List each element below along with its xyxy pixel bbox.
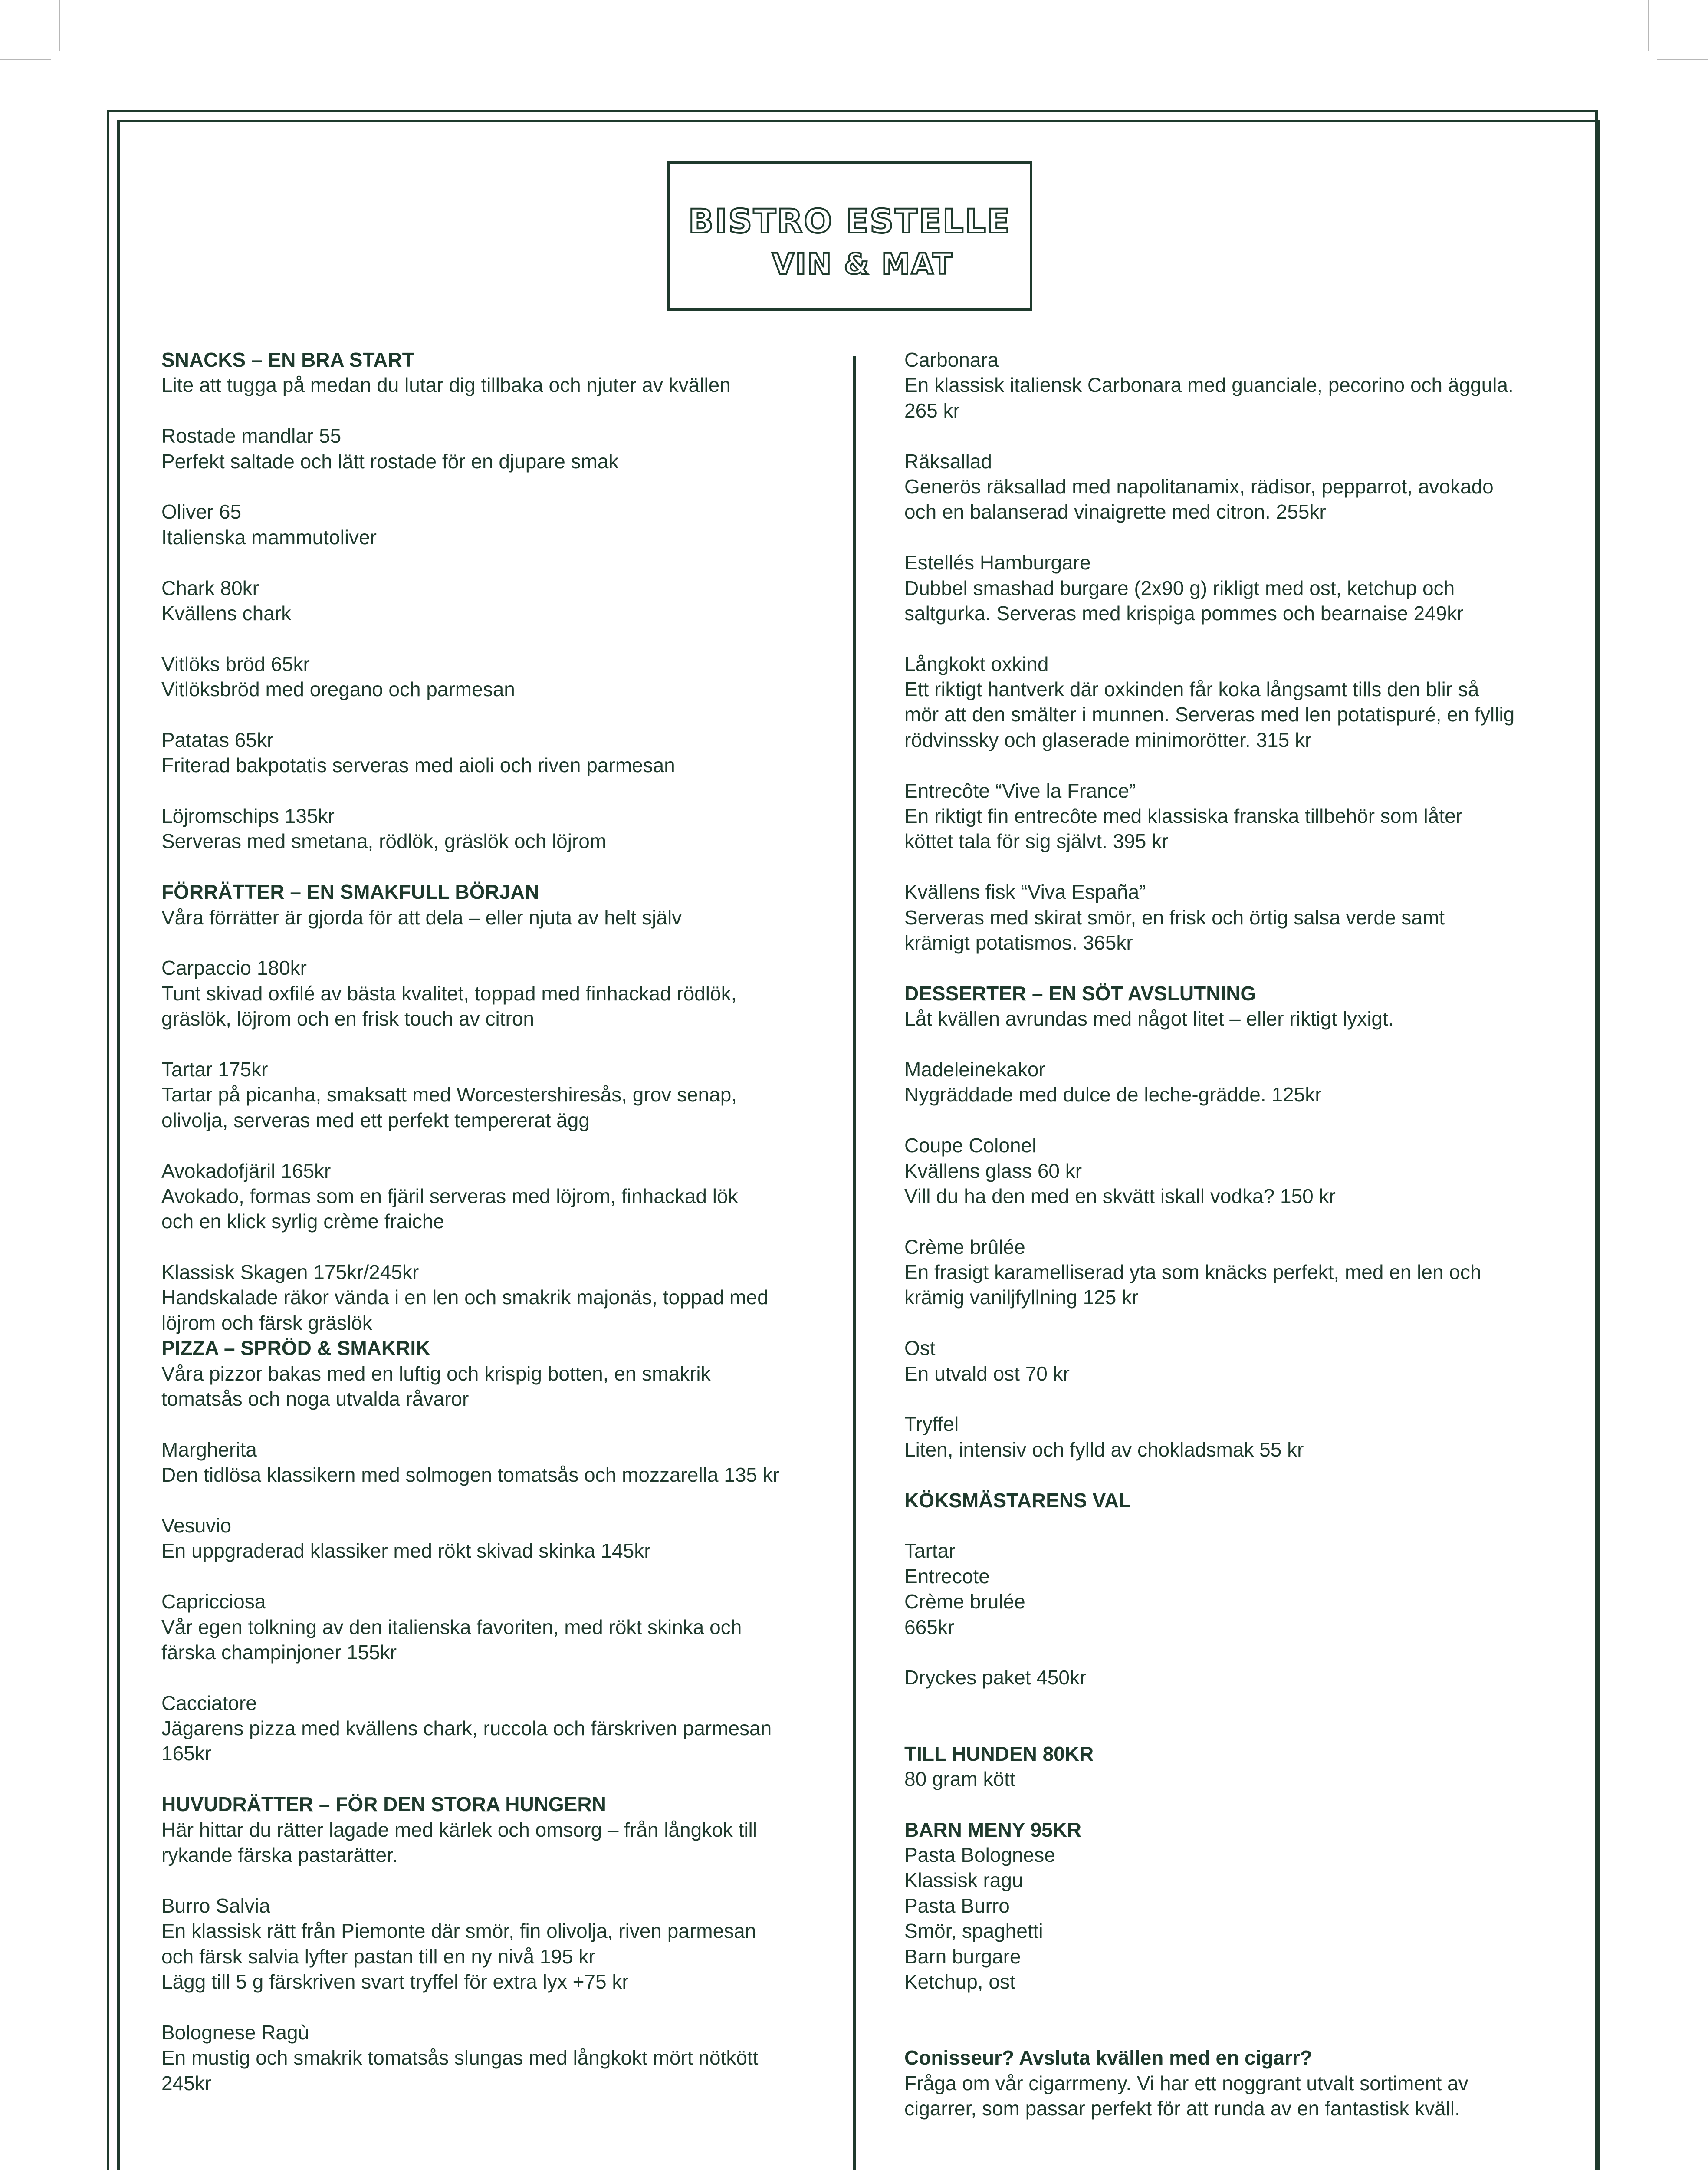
section-heading: FÖRRÄTTER – EN SMAKFULL BÖRJAN <box>161 881 539 904</box>
menu-item-name: Margherita <box>161 1438 257 1461</box>
menu-item-desc: färska champinjoner 155kr <box>161 1641 397 1664</box>
section-heading: HUVUDRÄTTER – FÖR DEN STORA HUNGERN <box>161 1793 606 1816</box>
section-intro: tomatsås och noga utvalda råvaror <box>161 1387 469 1410</box>
menu-line: cigarrer, som passar perfekt för att runda av en fantastisk kväll. <box>904 2097 1460 2120</box>
menu-item-desc: köttet tala för sig självt. 395 kr <box>904 830 1169 853</box>
menu-item-desc: Handskalade räkor vända i en len och smakrik majonäs, toppad med <box>161 1286 769 1309</box>
menu-item-desc: och färsk salvia lyfter pastan till en ny nivå 195 kr <box>161 1945 595 1968</box>
section-barn-meny <box>904 1817 1564 2045</box>
section-pizza <box>161 1335 821 1792</box>
section-huvudratter-continued <box>904 347 1564 981</box>
menu-item-desc: mör att den smälter i munnen. Serveras med len potatispuré, en fyllig <box>904 703 1515 726</box>
menu-item-desc: Lägg till 5 g färskriven svart tryffel för extra lyx +75 kr <box>161 1970 629 1993</box>
menu-line: Dryckes paket 450kr <box>904 1666 1087 1689</box>
menu-item-name: Patatas 65kr <box>161 728 274 751</box>
menu-item-desc: Liten, intensiv och fylld av chokladsmak 55 kr <box>904 1438 1304 1461</box>
section-intro: Våra pizzor bakas med en luftig och krispig botten, en smakrik <box>161 1362 711 1385</box>
menu-item-desc: Friterad bakpotatis serveras med aioli och riven parmesan <box>161 754 675 777</box>
section-intro: Lite att tugga på medan du lutar dig tillbaka och njuter av kvällen <box>161 374 731 397</box>
menu-item-desc: Generös räksallad med napolitanamix, rädisor, pepparrot, avokado <box>904 475 1494 498</box>
menu-item-desc: Vill du ha den med en skvätt iskall vodka? 150 kr <box>904 1184 1336 1207</box>
section-heading: TILL HUNDEN 80KR <box>904 1742 1094 1765</box>
menu-item-name: Tryffel <box>904 1413 959 1436</box>
menu-item-name: Klassisk Skagen 175kr/245kr <box>161 1261 419 1284</box>
menu-line: 80 gram kött <box>904 1767 1015 1790</box>
menu-line: Entrecote <box>904 1565 990 1588</box>
menu-item-name: Estellés Hamburgare <box>904 551 1091 574</box>
section-forratter <box>161 879 821 1335</box>
section-till-hunden <box>904 1741 1564 1817</box>
section-huvudratter <box>161 1792 821 2096</box>
menu-item-desc: krämigt potatismos. 365kr <box>904 931 1133 954</box>
section-intro: rykande färska pastarätter. <box>161 1844 398 1867</box>
menu-item-desc: Serveras med smetana, rödlök, gräslök och löjrom <box>161 830 607 853</box>
menu-item-desc: rödvinssky och glaserade minimorötter. 315 kr <box>904 728 1312 751</box>
menu-item-desc: Ett riktigt hantverk där oxkinden får koka långsamt tills den blir så <box>904 678 1479 701</box>
menu-item-desc: Kvällens chark <box>161 602 292 625</box>
menu-item-desc: Nygräddade med dulce de leche-grädde. 125kr <box>904 1083 1322 1106</box>
menu-item-name: Vitlöks bröd 65kr <box>161 652 310 675</box>
section-heading: SNACKS – EN BRA START <box>161 349 414 371</box>
section-intro: Våra förrätter är gjorda för att dela – eller njuta av helt själv <box>161 906 682 929</box>
crop-mark <box>0 59 51 60</box>
menu-line: Pasta Bolognese <box>904 1844 1055 1867</box>
menu-item-desc: 245kr <box>161 2071 212 2094</box>
section-cigarr <box>904 2045 1564 2121</box>
menu-item-desc: En frasigt karamelliserad yta som knäcks perfekt, med en len och <box>904 1261 1481 1284</box>
menu-item-desc: En klassisk italiensk Carbonara med guanciale, pecorino och äggula. <box>904 374 1514 397</box>
menu-item-name: Chark 80kr <box>161 576 259 599</box>
menu-item-desc: och en balanserad vinaigrette med citron. 255kr <box>904 500 1326 523</box>
menu-line: Crème brulée <box>904 1590 1025 1613</box>
menu-item-name: Capricciosa <box>161 1590 266 1613</box>
section-heading: Conisseur? Avsluta kvällen med en cigarr? <box>904 2046 1312 2069</box>
crop-mark <box>59 0 60 51</box>
column-divider <box>853 356 856 2170</box>
menu-item-desc: och en klick syrlig crème fraiche <box>161 1210 444 1233</box>
menu-item-name: Carbonara <box>904 349 999 371</box>
menu-item-name: Madeleinekakor <box>904 1058 1045 1081</box>
section-desserter <box>904 981 1564 1488</box>
menu-line: Smör, spaghetti <box>904 1920 1043 1943</box>
menu-item-desc: Vår egen tolkning av den italienska favoriten, med rökt skinka och <box>161 1615 742 1638</box>
menu-item-name: Coupe Colonel <box>904 1134 1037 1157</box>
menu-item-name: Oliver 65 <box>161 500 242 523</box>
menu-line: Ketchup, ost <box>904 1970 1015 1993</box>
section-heading: DESSERTER – EN SÖT AVSLUTNING <box>904 982 1256 1005</box>
section-intro: Låt kvällen avrundas med något litet – eller riktigt lyxigt. <box>904 1007 1394 1030</box>
section-heading: BARN MENY 95KR <box>904 1818 1082 1841</box>
menu-item-name: Entrecôte “Vive la France” <box>904 779 1136 802</box>
menu-item-desc: Jägarens pizza med kvällens chark, ruccola och färskriven parmesan <box>161 1717 772 1740</box>
menu-item-desc: Kvällens glass 60 kr <box>904 1159 1082 1182</box>
menu-item-name: Carpaccio 180kr <box>161 957 307 980</box>
menu-item-desc: löjrom och färsk gräslök <box>161 1311 372 1334</box>
menu-item-desc: saltgurka. Serveras med krispiga pommes och bearnaise 249kr <box>904 602 1464 625</box>
menu-right-column <box>904 347 1564 2121</box>
crop-mark <box>1657 59 1708 60</box>
logo-title: BISTRO ESTELLE <box>688 202 1011 240</box>
menu-item-desc: Dubbel smashad burgare (2x90 g) rikligt med ost, ketchup och <box>904 576 1455 599</box>
menu-item-name: Löjromschips 135kr <box>161 805 335 828</box>
menu-item-desc: 165kr <box>161 1742 212 1765</box>
menu-line: Tartar <box>904 1539 956 1562</box>
menu-item-desc: Vitlöksbröd med oregano och parmesan <box>161 678 515 701</box>
menu-item-desc: Italienska mammutoliver <box>161 526 377 549</box>
menu-line: Fråga om vår cigarrmeny. Vi har ett noggrant utvalt sortiment av <box>904 2071 1468 2094</box>
menu-item-name: Crème brûlée <box>904 1235 1025 1258</box>
menu-item-desc: Den tidlösa klassikern med solmogen tomatsås och mozzarella 135 kr <box>161 1463 780 1486</box>
menu-line: Pasta Burro <box>904 1894 1010 1917</box>
menu-item-desc: olivolja, serveras med ett perfekt tempererat ägg <box>161 1108 590 1131</box>
restaurant-logo <box>667 161 1032 311</box>
menu-item-name: Ost <box>904 1337 936 1360</box>
menu-line: Klassisk ragu <box>904 1869 1023 1892</box>
menu-item-desc: Serveras med skirat smör, en frisk och örtig salsa verde samt <box>904 906 1445 929</box>
menu-item-name: Rostade mandlar 55 <box>161 424 342 447</box>
menu-line: Barn burgare <box>904 1945 1021 1968</box>
menu-item-desc: 265 kr <box>904 399 960 422</box>
menu-left-column <box>161 347 821 2096</box>
menu-item-name: Långkokt oxkind <box>904 652 1049 675</box>
menu-item-name: Tartar 175kr <box>161 1058 268 1081</box>
menu-item-name: Räksallad <box>904 450 992 473</box>
menu-item-name: Burro Salvia <box>161 1894 270 1917</box>
menu-item-desc: Avokado, formas som en fjäril serveras med löjrom, finhackad lök <box>161 1184 738 1207</box>
menu-item-desc: En riktigt fin entrecôte med klassiska franska tillbehör som låter <box>904 805 1462 828</box>
menu-item-desc: Perfekt saltade och lätt rostade för en djupare smak <box>161 450 619 473</box>
section-koksmastarens-val <box>904 1488 1564 1741</box>
section-snacks <box>161 347 821 879</box>
logo-subtitle: VIN & MAT <box>772 247 954 281</box>
menu-item-name: Avokadofjäril 165kr <box>161 1159 331 1182</box>
menu-item-desc: En uppgraderad klassiker med rökt skivad skinka 145kr <box>161 1539 651 1562</box>
section-heading: KÖKSMÄSTARENS VAL <box>904 1489 1131 1512</box>
menu-item-desc: En utvald ost 70 kr <box>904 1362 1070 1385</box>
menu-item-name: Kvällens fisk “Viva España” <box>904 881 1146 904</box>
menu-line: 665kr <box>904 1615 955 1638</box>
menu-item-name: Bolognese Ragù <box>161 2021 309 2044</box>
menu-item-name: Vesuvio <box>161 1514 232 1537</box>
section-heading: PIZZA – SPRÖD & SMAKRIK <box>161 1337 430 1360</box>
section-intro: Här hittar du rätter lagade med kärlek och omsorg – från långkok till <box>161 1818 757 1841</box>
crop-mark <box>1648 0 1649 51</box>
menu-item-desc: En mustig och smakrik tomatsås slungas med långkokt mört nötkött <box>161 2046 759 2069</box>
menu-item-desc: Tartar på picanha, smaksatt med Worcestershiresås, grov senap, <box>161 1083 737 1106</box>
menu-item-desc: gräslök, löjrom och en frisk touch av citron <box>161 1007 535 1030</box>
menu-item-desc: krämig vaniljfyllning 125 kr <box>904 1286 1139 1309</box>
menu-item-name: Cacciatore <box>161 1691 257 1714</box>
menu-item-desc: En klassisk rätt från Piemonte där smör, fin olivolja, riven parmesan <box>161 1920 756 1943</box>
menu-item-desc: Tunt skivad oxfilé av bästa kvalitet, toppad med finhackad rödlök, <box>161 982 737 1005</box>
